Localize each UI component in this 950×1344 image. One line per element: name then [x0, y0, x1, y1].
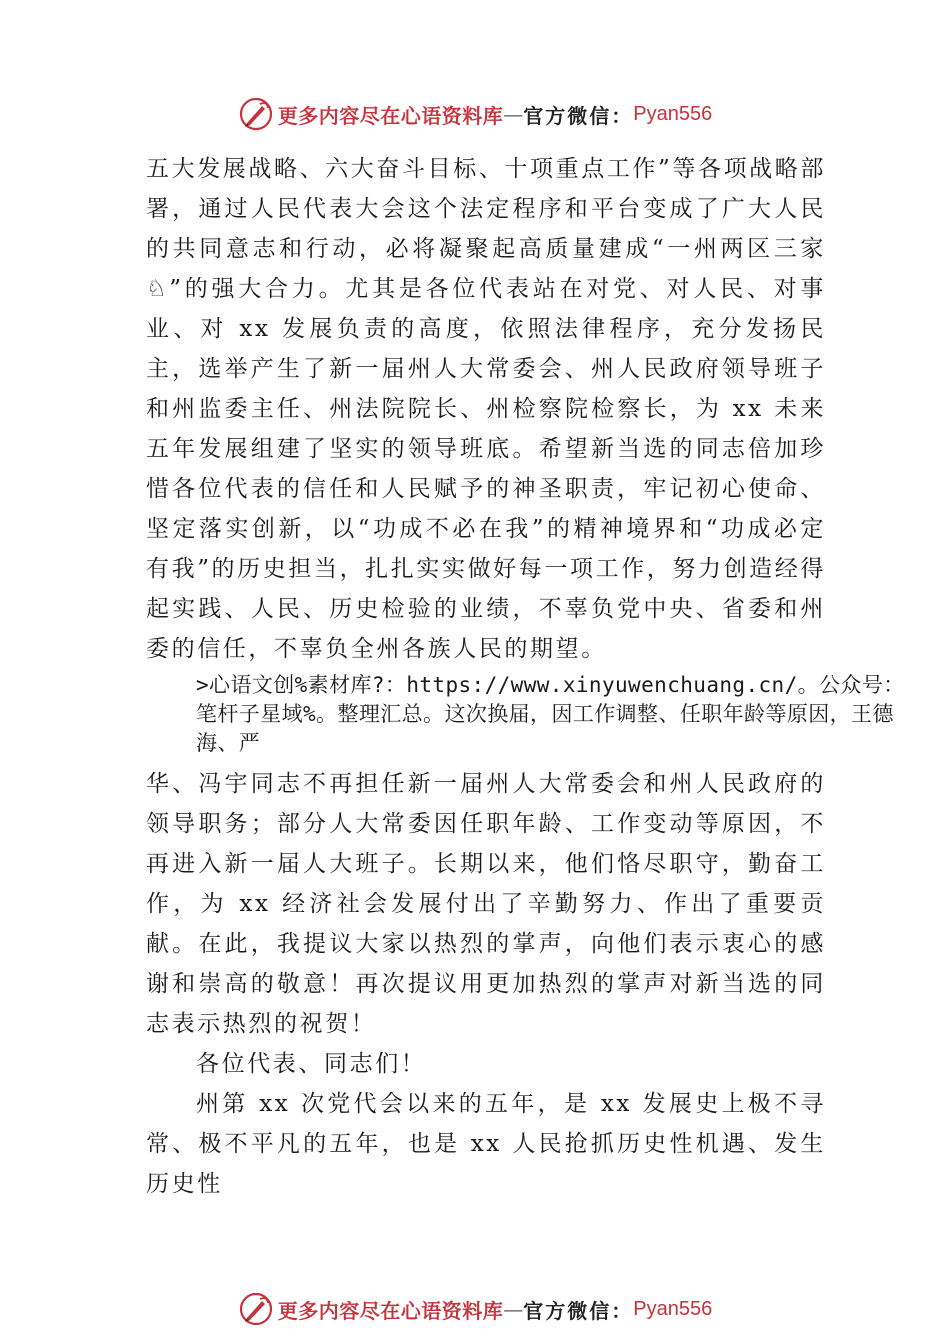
- header-wechat-id: Pyan556: [633, 102, 713, 125]
- header-dash: —: [503, 102, 524, 126]
- pen-logo-icon: [238, 1291, 274, 1327]
- paragraph-2: 华、冯宇同志不再担任新一届州人大常委会和州人民政府的领导职务；部分人大常委因任职年龄、工作变动等原因，不再进入新一届人大班子。长期以来，他们恪尽职守，勤奋工作，为 xx 经济社会发展付出了辛勤努力、作出了重要贡献。在此，我提议大家以热烈的掌声，向他们表示衷心的感谢和崇高的敬意！再次提议用更加热烈的掌声对新当选的同志表示热烈的祝贺！: [146, 771, 826, 1037]
- header-red-text: 更多内容尽在心语资料库: [277, 103, 504, 128]
- footer-red-text: 更多内容尽在心语资料库: [277, 1298, 504, 1323]
- footer-wechat-id: Pyan556: [633, 1297, 713, 1320]
- paragraph-3: 各位代表、同志们！: [196, 1051, 427, 1077]
- footer-dash: —: [503, 1297, 524, 1321]
- paragraph-4: 州第 xx 次党代会以来的五年，是 xx 发展史上极不寻常、极不平凡的五年，也是 xx 人民抢抓历史性机遇、发生历史性: [146, 1091, 826, 1197]
- quote-block: >心语文创%素材库?：https://www.xinyuwenchuang.cn/。公众号：笔杆子星域%。整理汇总。这次换届，因工作调整、任职年龄等原因，王德海、严: [196, 673, 905, 755]
- document-body: [146, 149, 905, 1204]
- header-banner: [0, 94, 950, 134]
- header-wechat-label: 官方微信：: [523, 103, 634, 128]
- paragraph-1: 五大发展战略、六大奋斗目标、十项重点工作”等各项战略部署，通过人民代表大会这个法定程序和平台变成了广大人民的共同意志和行动，必将凝聚起高质量建成“一州两区三家♘”的强大合力。尤其是各位代表站在对党、对人民、对事业、对 xx 发展负责的高度，依照法律程序，充分发扬民主，选举产生了新一届州人大常委会、州人民政府领导班子和州监委主任、州法院院长、州检察院检察长，为 xx 未来五年发展组建了坚实的领导班底。希望新当选的同志倍加珍惜各位代表的信任和人民赋予的神圣职责，牢记初心使命、坚定落实创新，以“功成不必在我”的精神境界和“功成必定有我”的历史担当，扎扎实实做好每一项工作，努力创造经得起实践、人民、历史检验的业绩，不辜负党中央、省委和州委的信任，不辜负全州各族人民的期望。: [146, 156, 826, 662]
- footer-banner: [0, 1289, 950, 1329]
- pen-logo-icon: [238, 96, 274, 132]
- footer-wechat-label: 官方微信：: [523, 1298, 634, 1323]
